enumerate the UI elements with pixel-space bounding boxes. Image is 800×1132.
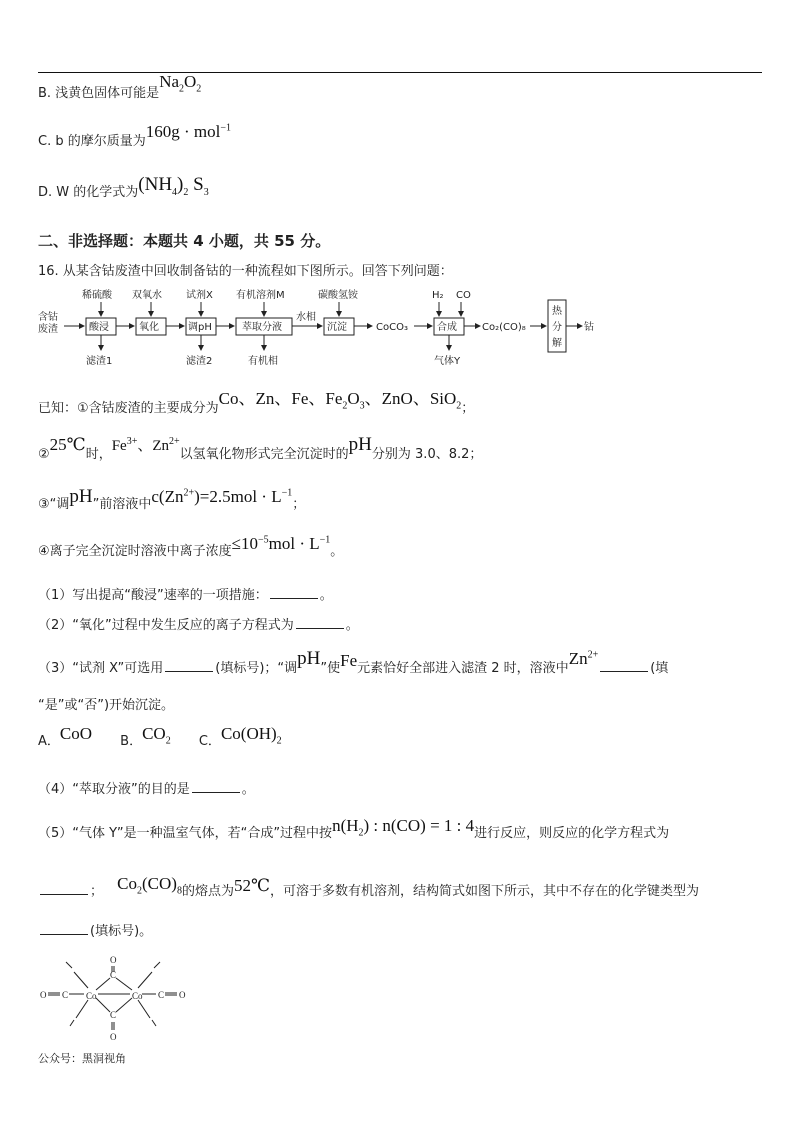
cobalt-atom-right: Co (132, 991, 143, 1001)
sub-question-1 (38, 584, 333, 603)
sub3-e: (填 (650, 661, 669, 676)
input-co: CO (456, 290, 471, 301)
bridge-oxygen-top: O (110, 955, 117, 965)
footer-watermark: 公众号：黑洞视角 (38, 1052, 126, 1065)
option-d-formula: $(NH_4)_2$ $S_3$ (138, 174, 209, 198)
intermediate-co2co8: Co₂(CO)₈ (482, 322, 526, 333)
aqueous-phase-label: 水相 (296, 312, 316, 323)
step-thermal-decomp-3: 解 (552, 338, 562, 349)
known-4-formula: $\le 10^{-5}mol \cdot L^{-1}$ (231, 534, 331, 553)
known-3-ph: pH (69, 486, 93, 507)
sub5-b: 进行反应，则反应的化学方程式为 (474, 826, 670, 841)
sub5-a: （5）“气体 Y”是一种温室气体，若“合成”过程中按 (38, 826, 333, 841)
known-1-text: 已知：①含钴废渣的主要成分为 (38, 401, 219, 416)
bridge-carbon-top: C (110, 970, 117, 980)
sub6-c: (填标号)。 (90, 924, 153, 939)
reagent-ammonium-bicarbonate: 碳酸氢铵 (318, 290, 358, 301)
option-b (38, 72, 202, 102)
known-2 (38, 434, 483, 464)
sub1-end: 。 (319, 588, 333, 603)
sub3-c: ”使 (320, 661, 341, 676)
process-flow-diagram (38, 286, 598, 368)
sub-question-3 (38, 648, 669, 678)
known-3-formula: $c(Zn^{2+})=2.5mol \cdot L^{-1}$ (151, 487, 293, 506)
known-2-ph: pH (348, 434, 372, 455)
known-3 (38, 486, 306, 514)
bridge-oxygen-bottom: O (110, 1032, 117, 1042)
terminal-oxygen-left: O (40, 990, 47, 1000)
input-h2: H₂ (432, 290, 444, 301)
feed-label-1: 含钴 (38, 312, 58, 323)
sub-question-6: ； $Co_2(CO)_8$的熔点为52℃，可溶于多数有机溶剂，结构简式如图下所示，其中不存在的化学键类型为 (38, 880, 699, 900)
top-rule (38, 72, 762, 73)
sub1-text: （1）写出提高“酸浸”速率的一项措施： (38, 588, 268, 603)
known-2-num: ② (38, 447, 50, 462)
option-d (38, 174, 209, 202)
sub-question-2 (38, 614, 359, 633)
option-c-text: C. b 的摩尔质量为 (38, 134, 146, 149)
sub2-end: 。 (345, 618, 359, 633)
choice-c-letter: C． (198, 734, 221, 749)
feed-label-2: 废渣 (38, 324, 58, 335)
known-2-b: 以氢氧化物形式完全沉淀时的 (179, 447, 349, 462)
bridge-carbon-bottom: C (110, 1010, 117, 1020)
sub6-b: ，可溶于多数有机溶剂，结构简式如图下所示，其中不存在的化学键类型为 (270, 884, 700, 899)
terminal-oxygen-right: O (179, 990, 186, 1000)
sub4-end: 。 (241, 782, 255, 797)
step-synthesis: 合成 (437, 322, 457, 333)
byproduct-residue-2: 滤渣2 (186, 356, 213, 367)
q16-intro: 16. 从某含钴废渣中回收制备钴的一种流程如下图所示。回答下列问题： (38, 264, 453, 279)
known-1-formula: Co、Zn、Fe、$Fe_2O_3$、ZnO、SiO$_2$ (218, 389, 462, 412)
section-heading: 二、非选择题：本题共 4 小题，共 55 分。 (38, 232, 331, 250)
known-2-a: 时， (85, 447, 112, 462)
known-2-temp: 25℃ (49, 435, 86, 454)
reagent-sulfuric-acid: 稀硫酸 (82, 290, 112, 301)
sub-question-4 (38, 778, 255, 797)
cobalt-atom-left: Co (86, 991, 97, 1001)
known-3-end: ； (292, 497, 306, 512)
answer-blank-5[interactable] (40, 884, 88, 895)
answer-blank-2[interactable] (296, 618, 344, 629)
answer-blank-3b[interactable] (600, 661, 648, 672)
known-4-a: ④离子完全沉淀时溶液中离子浓度 (38, 544, 232, 559)
answer-blank-6[interactable] (40, 924, 88, 935)
known-3-a: ③“调 (38, 497, 70, 512)
known-2-c: 分别为 3.0、8.2； (371, 447, 483, 462)
intermediate-coco3: CoCO₃ (376, 322, 408, 333)
step-adjust-ph: 调pH (188, 322, 212, 333)
sub3-d: 元素恰好全部进入滤渣 2 时，溶液中 (357, 661, 569, 676)
option-b-text: B. 浅黄色固体可能是 (38, 86, 160, 101)
known-2-ions: $Fe^{3+}$、$Zn^{2+}$ (111, 436, 180, 454)
sub6-a: 的熔点为 (181, 884, 234, 899)
step-thermal-decomp: 热 (552, 306, 562, 317)
known-3-b: ”前溶液中 (92, 497, 152, 512)
step-extraction: 萃取分液 (242, 322, 282, 333)
answer-blank-4[interactable] (192, 782, 240, 793)
step-precipitate: 沉淀 (327, 322, 347, 333)
sub3-zn: $Zn^{2+}$ (568, 649, 599, 668)
reagent-organic-solvent: 有机溶剂M (236, 290, 285, 301)
sub4-text: （4）“萃取分液”的目的是 (38, 782, 190, 797)
choice-a-formula: CoO (59, 724, 93, 743)
option-d-text: D. W 的化学式为 (38, 185, 139, 200)
sub3-a: （3）“试剂 X”可选用 (38, 661, 164, 676)
product-cobalt: 钴 (584, 322, 594, 333)
option-c (38, 122, 231, 150)
byproduct-residue-1: 滤渣1 (86, 356, 113, 367)
sub6-formula: $Co_2(CO)_8$ (117, 874, 182, 897)
option-b-formula: $Na_2O_2$ (159, 72, 202, 95)
known-4-end: 。 (330, 544, 344, 559)
sub-question-5 (38, 816, 670, 842)
terminal-carbon-right: C (158, 990, 165, 1000)
reagent-h2o2: 双氧水 (132, 290, 162, 301)
choice-c-formula: $Co(OH)_2$ (220, 724, 282, 747)
byproduct-organic-phase: 有机相 (248, 356, 278, 367)
step-thermal-decomp-2: 分 (552, 322, 562, 333)
sub-question-6-cont (38, 920, 152, 939)
answer-blank-1[interactable] (270, 588, 318, 599)
sub3-b: (填标号)；“调 (215, 661, 298, 676)
sub3-fe: Fe (340, 651, 358, 670)
choice-a-letter: A． (38, 734, 60, 749)
sub2-text: （2）“氧化”过程中发生反应的离子方程式为 (38, 618, 294, 633)
option-c-formula: 160g · mol$^{-1}$ (145, 122, 231, 141)
sub3-ph: pH (297, 648, 321, 669)
terminal-carbon-left: C (62, 990, 69, 1000)
known-1 (38, 389, 475, 417)
sub5-ratio: $n(H_2)$ : n(CO) = 1 : 4 (332, 816, 475, 839)
choice-b-formula: $CO_2$ (142, 724, 171, 747)
reagent-x: 试剂X (186, 290, 213, 301)
choice-b-letter: B． (120, 734, 143, 749)
step-acid-leach: 酸浸 (89, 322, 109, 333)
step-oxidize: 氧化 (139, 322, 159, 333)
byproduct-gas-y: 气体Y (434, 356, 461, 367)
answer-blank-3a[interactable] (165, 661, 213, 672)
known-4 (38, 534, 344, 560)
choices (38, 724, 282, 750)
co2co8-structure-diagram (38, 948, 188, 1048)
sub-question-3-cont: “是”或“否”)开始沉淀。 (38, 698, 175, 713)
known-1-end: ； (461, 401, 475, 416)
sub6-temp: 52℃ (233, 876, 270, 895)
